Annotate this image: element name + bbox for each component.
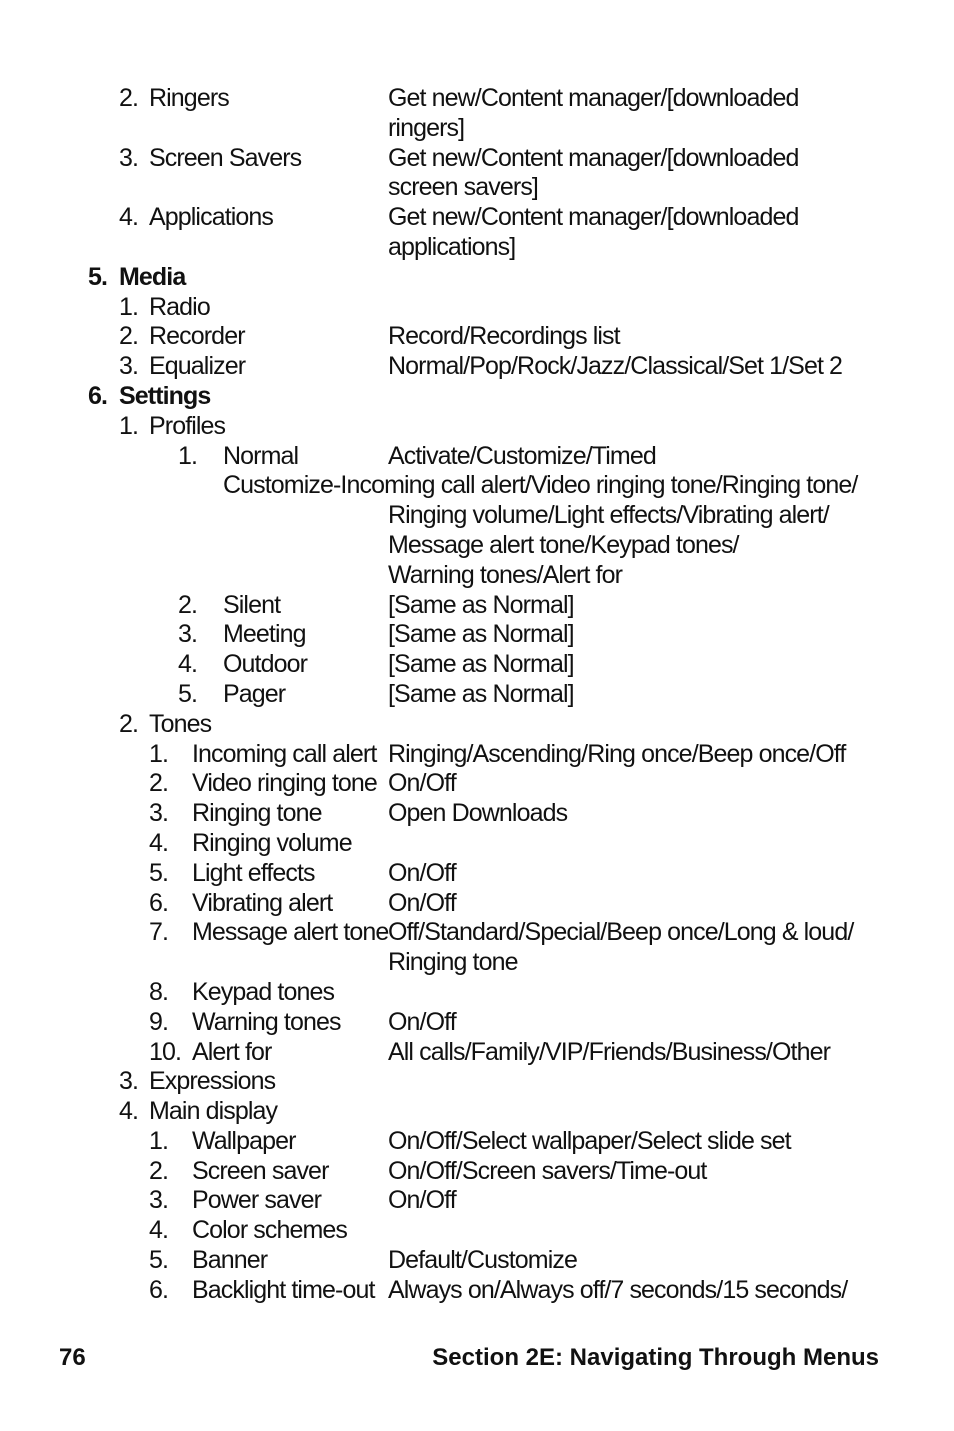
menu-line (0, 799, 954, 829)
menu-outline (0, 84, 954, 1306)
menu-item-number: 2. (149, 769, 169, 798)
menu-item-options: On/Off (388, 888, 456, 917)
menu-item-options: On/Off (388, 769, 456, 798)
menu-item-number: 3. (119, 143, 139, 172)
menu-item-number: 7. (149, 918, 169, 947)
menu-line (0, 1127, 954, 1157)
menu-line (0, 710, 954, 740)
menu-item-label: Warning tones (192, 1007, 341, 1036)
menu-item-number: 2. (178, 590, 198, 619)
menu-item-number: 6. (149, 888, 169, 917)
menu-item-label: Backlight time-out (192, 1275, 375, 1304)
menu-item-label: Screen saver (192, 1156, 329, 1185)
menu-item-options: Default/Customize (388, 1246, 577, 1275)
menu-item-label: Media (119, 262, 186, 291)
menu-item-number: 1. (149, 739, 169, 768)
menu-item-label: Normal (223, 441, 299, 470)
menu-item-label: Ringers (149, 84, 229, 112)
menu-item-number: 8. (149, 977, 169, 1006)
menu-item-options: Warning tones/Alert for (388, 560, 623, 589)
menu-line (0, 84, 954, 114)
menu-line (0, 233, 954, 263)
menu-line (0, 650, 954, 680)
menu-item-label: Pager (223, 679, 286, 708)
menu-item-label: Applications (149, 203, 274, 232)
menu-item-label: Alert for (192, 1037, 272, 1066)
page-footer (0, 1344, 954, 1378)
menu-item-label: Screen Savers (149, 143, 302, 172)
menu-item-number: 4. (149, 1216, 169, 1245)
menu-item-number: 4. (149, 828, 169, 857)
menu-line (0, 263, 954, 293)
menu-item-number: 6. (88, 381, 108, 410)
menu-item-options: Ringing tone (388, 948, 518, 977)
menu-line (0, 1157, 954, 1187)
menu-item-number: 3. (119, 352, 139, 381)
menu-line (0, 173, 954, 203)
menu-item-number: 3. (178, 620, 198, 649)
menu-item-options: All calls/Family/VIP/Friends/Business/Other (388, 1037, 831, 1066)
menu-line (0, 501, 954, 531)
menu-item-number: 6. (149, 1275, 169, 1304)
menu-item-label: Vibrating alert (192, 888, 333, 917)
menu-line (0, 322, 954, 352)
menu-item-options: Normal/Pop/Rock/Jazz/Classical/Set 1/Set 2 (388, 352, 843, 381)
menu-item-options: Ringing/Ascending/Ring once/Beep once/Off (388, 739, 846, 768)
menu-item-options: Record/Recordings list (388, 322, 620, 351)
section-title: Section 2E: Navigating Through Menus (432, 1344, 879, 1371)
menu-item-number: 3. (119, 1067, 139, 1096)
menu-item-number: 5. (178, 679, 198, 708)
menu-item-number: 10. (149, 1037, 182, 1066)
menu-line (0, 471, 954, 501)
menu-item-options: Always on/Always off/7 seconds/15 seconds/ (388, 1275, 848, 1304)
menu-line (0, 859, 954, 889)
menu-item-label: Color schemes (192, 1216, 348, 1245)
menu-line (0, 561, 954, 591)
menu-line (0, 352, 954, 382)
menu-item-number: 9. (149, 1007, 169, 1036)
menu-line (0, 1008, 954, 1038)
menu-item-number: 2. (119, 709, 139, 738)
menu-line (0, 1067, 954, 1097)
menu-item-label: Tones (149, 709, 212, 738)
menu-item-label: Keypad tones (192, 977, 335, 1006)
menu-line (0, 740, 954, 770)
menu-line (0, 203, 954, 233)
menu-item-number: 3. (149, 799, 169, 828)
menu-item-options: On/Off/Select wallpaper/Select slide set (388, 1126, 791, 1155)
menu-item-label: Message alert tone (192, 918, 389, 947)
menu-item-options: Get new/Content manager/[downloaded (388, 143, 799, 172)
menu-item-label: Profiles (149, 411, 226, 440)
menu-item-options: [Same as Normal] (388, 650, 574, 679)
menu-item-label: Ringing tone (192, 799, 322, 828)
menu-item-label: Equalizer (149, 352, 246, 381)
menu-line (0, 948, 954, 978)
menu-item-options: Ringing volume/Light effects/Vibrating alert/ (388, 501, 829, 530)
menu-line (0, 412, 954, 442)
menu-line (0, 1276, 954, 1306)
menu-item-number: 4. (119, 203, 139, 232)
menu-item-label: Radio (149, 292, 210, 321)
menu-item-options: [Same as Normal] (388, 620, 574, 649)
menu-item-options: [Same as Normal] (388, 679, 574, 708)
menu-item-label: Outdoor (223, 650, 308, 679)
menu-item-options: Get new/Content manager/[downloaded (388, 203, 799, 232)
menu-item-options: On/Off (388, 1186, 456, 1215)
menu-line (0, 382, 954, 412)
menu-item-label: Banner (192, 1246, 268, 1275)
menu-line (0, 1186, 954, 1216)
menu-line-description: Customize-Incoming call alert/Video ringing tone/Ringing tone/ (223, 471, 858, 500)
menu-item-options: Off/Standard/Special/Beep once/Long & loud/ (388, 918, 854, 947)
menu-item-number: 3. (149, 1186, 169, 1215)
menu-item-label: Video ringing tone (192, 769, 377, 798)
menu-line (0, 769, 954, 799)
menu-item-label: Expressions (149, 1067, 276, 1096)
menu-line (0, 442, 954, 472)
menu-item-number: 2. (149, 1156, 169, 1185)
menu-item-label: Wallpaper (192, 1126, 296, 1155)
menu-line (0, 889, 954, 919)
menu-item-options: [Same as Normal] (388, 590, 574, 619)
menu-line (0, 829, 954, 859)
menu-item-options: applications] (388, 232, 516, 261)
menu-item-options: Message alert tone/Keypad tones/ (388, 530, 739, 559)
menu-item-number: 1. (178, 441, 198, 470)
menu-item-number: 2. (119, 322, 139, 351)
menu-line (0, 1038, 954, 1068)
menu-item-options: screen savers] (388, 173, 538, 202)
menu-item-number: 5. (149, 858, 169, 887)
menu-item-label: Meeting (223, 620, 306, 649)
menu-item-options: On/Off/Screen savers/Time-out (388, 1156, 707, 1185)
menu-line (0, 1097, 954, 1127)
menu-item-label: Ringing volume (192, 828, 352, 857)
menu-item-options: On/Off (388, 858, 456, 887)
menu-item-number: 4. (178, 650, 198, 679)
menu-item-number: 1. (119, 292, 139, 321)
menu-line (0, 918, 954, 948)
menu-line (0, 591, 954, 621)
menu-item-options: On/Off (388, 1007, 456, 1036)
menu-item-number: 5. (88, 262, 108, 291)
menu-item-label: Silent (223, 590, 281, 619)
menu-line (0, 1246, 954, 1276)
menu-item-number: 1. (149, 1126, 169, 1155)
menu-item-number: 2. (119, 84, 139, 112)
menu-item-number: 4. (119, 1097, 139, 1126)
menu-item-label: Incoming call alert (192, 739, 377, 768)
menu-line (0, 1216, 954, 1246)
menu-item-label: Main display (149, 1097, 278, 1126)
menu-line (0, 978, 954, 1008)
menu-item-options: Activate/Customize/Timed (388, 441, 656, 470)
menu-item-label: Recorder (149, 322, 245, 351)
menu-item-options: ringers] (388, 113, 465, 142)
menu-line (0, 680, 954, 710)
menu-item-options: Open Downloads (388, 799, 568, 828)
menu-item-label: Settings (119, 381, 211, 410)
menu-item-number: 1. (119, 411, 139, 440)
menu-line (0, 620, 954, 650)
menu-line (0, 293, 954, 323)
menu-item-options: Get new/Content manager/[downloaded (388, 84, 799, 112)
menu-item-label: Power saver (192, 1186, 322, 1215)
menu-line (0, 114, 954, 144)
page-number: 76 (59, 1344, 86, 1371)
menu-line (0, 144, 954, 174)
menu-item-number: 5. (149, 1246, 169, 1275)
menu-item-label: Light effects (192, 858, 315, 887)
menu-line (0, 531, 954, 561)
